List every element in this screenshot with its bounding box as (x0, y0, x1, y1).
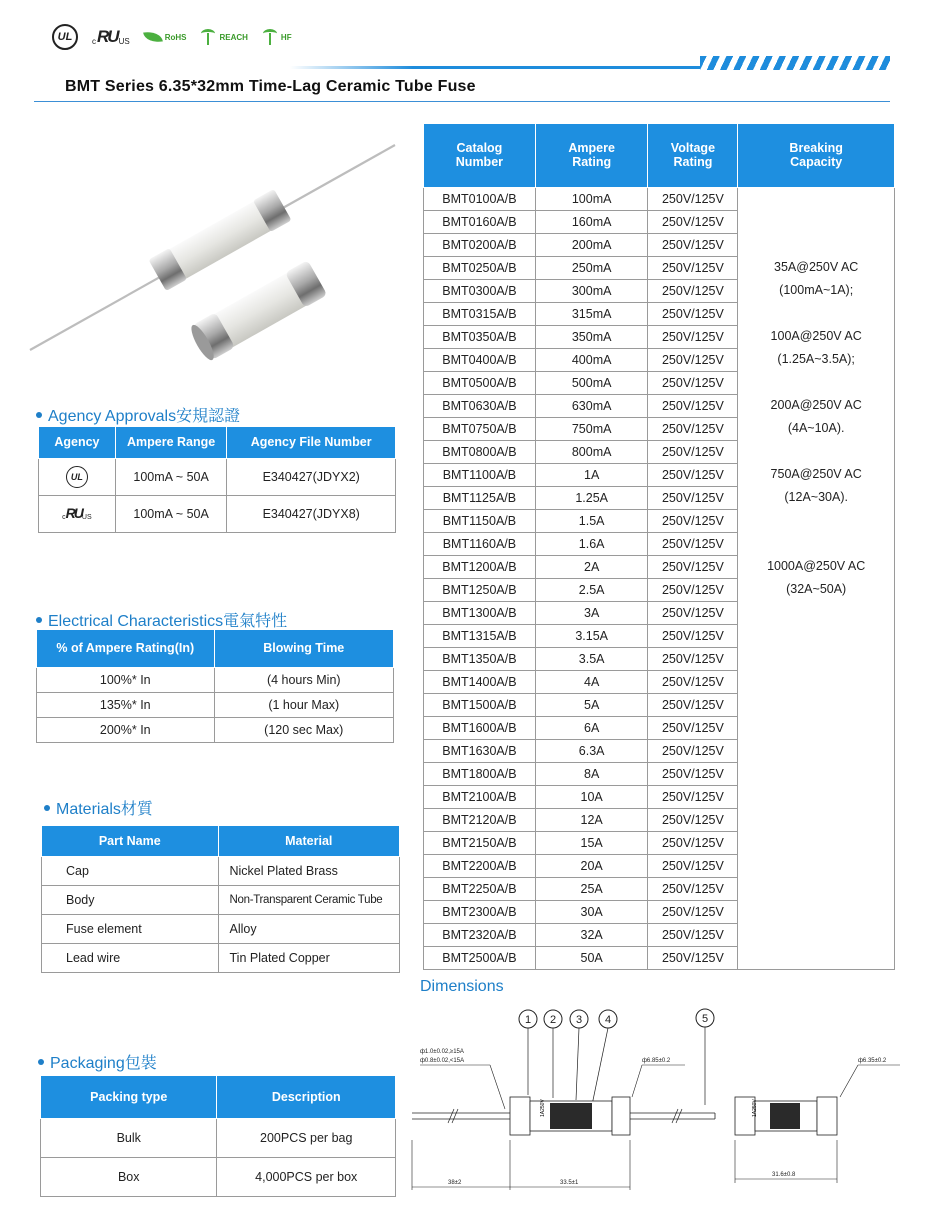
ampere-rating-cell: 12A (535, 808, 648, 831)
ampere-rating-cell: 2.5A (535, 578, 648, 601)
total-length-label: 33.5±1 (560, 1180, 579, 1186)
catalog-number-cell: BMT0750A/B (424, 417, 536, 440)
table-row (424, 739, 895, 762)
catalog-number-cell: BMT1315A/B (424, 624, 536, 647)
header-accent-bar (290, 66, 700, 69)
ampere-rating-cell: 8A (535, 762, 648, 785)
breaking-capacity-cell (738, 601, 895, 624)
lead-diameter-label: ф0.8±0.02,<15A (420, 1058, 465, 1064)
ampere-rating-cell: 630mA (535, 394, 648, 417)
agency-cell (39, 495, 116, 532)
dimensions-drawing (410, 1005, 910, 1215)
voltage-rating-cell: 250V/125V (648, 900, 738, 923)
bullet-icon (38, 1059, 44, 1065)
table-row (41, 1157, 396, 1196)
catalog-number-cell: BMT2150A/B (424, 831, 536, 854)
table-row (424, 256, 895, 279)
breaking-capacity-cell (738, 647, 895, 670)
blowing-time-cell: (1 hour Max) (214, 692, 393, 717)
table-row (424, 302, 895, 325)
voltage-rating-cell: 250V/125V (648, 670, 738, 693)
table-row (424, 693, 895, 716)
materials-table (41, 826, 400, 973)
table-row (424, 647, 895, 670)
voltage-rating-cell: 250V/125V (648, 923, 738, 946)
header-stripes (700, 56, 890, 70)
col-material: Material (218, 826, 400, 856)
col-breaking-capacity: Breaking Capacity (738, 124, 895, 187)
col-blowing-time: Blowing Time (214, 630, 393, 667)
ampere-rating-cell: 30A (535, 900, 648, 923)
description-cell: 4,000PCS per box (217, 1157, 396, 1196)
ampere-rating-cell: 1.5A (535, 509, 648, 532)
breaking-capacity-cell (738, 762, 895, 785)
breaking-capacity-cell (738, 785, 895, 808)
ampere-rating-cell: 25A (535, 877, 648, 900)
material-cell: Nickel Plated Brass (218, 856, 400, 885)
catalog-table (423, 124, 895, 970)
ampere-rating-cell: 10A (535, 785, 648, 808)
leaf-icon (143, 30, 163, 45)
electrical-characteristics-heading: Electrical Characteristics電氣特性 (36, 608, 287, 631)
breaking-capacity-cell (738, 716, 895, 739)
table-row (42, 885, 400, 914)
catalog-number-cell: BMT0250A/B (424, 256, 536, 279)
voltage-rating-cell: 250V/125V (648, 371, 738, 394)
ampere-rating-cell: 3A (535, 601, 648, 624)
catalog-number-cell: BMT1100A/B (424, 463, 536, 486)
catalog-number-cell: BMT0630A/B (424, 394, 536, 417)
catalog-number-cell: BMT0160A/B (424, 210, 536, 233)
voltage-rating-cell: 250V/125V (648, 716, 738, 739)
callout-label: 1 (524, 1014, 532, 1026)
catalog-number-cell: BMT1350A/B (424, 647, 536, 670)
table-row (37, 717, 394, 742)
table-row (424, 900, 895, 923)
agency-approvals-table (38, 427, 396, 533)
ampere-rating-cell: 3.15A (535, 624, 648, 647)
voltage-rating-cell: 250V/125V (648, 233, 738, 256)
table-row (424, 279, 895, 302)
part-name-cell: Fuse element (42, 914, 219, 943)
ampere-rating-cell: 2A (535, 555, 648, 578)
voltage-rating-cell: 250V/125V (648, 647, 738, 670)
table-row (424, 440, 895, 463)
table-row (424, 716, 895, 739)
breaking-capacity-cell (738, 624, 895, 647)
voltage-rating-cell: 250V/125V (648, 532, 738, 555)
breaking-capacity-cell (738, 854, 895, 877)
svg-text:1A250V: 1A250V (540, 1099, 546, 1117)
page-title: BMT Series 6.35*32mm Time-Lag Ceramic Tube Fuse (65, 78, 476, 95)
catalog-number-cell: BMT2320A/B (424, 923, 536, 946)
ampere-rating-cell: 500mA (535, 371, 648, 394)
material-cell: Alloy (218, 914, 400, 943)
ampere-rating-cell: 160mA (535, 210, 648, 233)
catalog-number-cell: BMT0800A/B (424, 440, 536, 463)
table-row (42, 856, 400, 885)
voltage-rating-cell: 250V/125V (648, 486, 738, 509)
ampere-rating-cell: 1.6A (535, 532, 648, 555)
voltage-rating-cell: 250V/125V (648, 877, 738, 900)
ul-logo-icon: UL (52, 24, 78, 50)
table-row (424, 348, 895, 371)
catalog-number-cell: BMT0100A/B (424, 187, 536, 210)
catalog-table-header (424, 124, 895, 187)
ampere-rating-cell: 5A (535, 693, 648, 716)
svg-text:1A250V: 1A250V (752, 1099, 758, 1117)
catalog-number-cell: BMT1500A/B (424, 693, 536, 716)
breaking-capacity-cell (738, 210, 895, 233)
table-row (424, 601, 895, 624)
breaking-capacity-cell: (100mA~1A); (738, 279, 895, 302)
rating-cell: 100%* In (37, 667, 215, 692)
table-row (424, 624, 895, 647)
cap-diameter-label: ф6.35±0.2 (858, 1058, 887, 1064)
description-cell: 200PCS per bag (217, 1118, 396, 1157)
ampere-rating-cell: 32A (535, 923, 648, 946)
dimensions-heading: Dimensions (420, 978, 504, 995)
breaking-capacity-cell (738, 900, 895, 923)
voltage-rating-cell: 250V/125V (648, 348, 738, 371)
ampere-rating-cell: 800mA (535, 440, 648, 463)
voltage-rating-cell: 250V/125V (648, 325, 738, 348)
voltage-rating-cell: 250V/125V (648, 739, 738, 762)
catalog-number-cell: BMT0300A/B (424, 279, 536, 302)
table-row (424, 854, 895, 877)
packaging-heading: Packaging包裝 (38, 1050, 157, 1073)
ampere-rating-cell: 6.3A (535, 739, 648, 762)
voltage-rating-cell: 250V/125V (648, 394, 738, 417)
catalog-number-cell: BMT2100A/B (424, 785, 536, 808)
callout-markers (519, 1009, 714, 1028)
table-row (424, 417, 895, 440)
tree-icon (200, 29, 216, 45)
breaking-capacity-cell (738, 371, 895, 394)
reach-badge: REACH (200, 29, 247, 45)
col-voltage-rating: Voltage Rating (648, 124, 738, 187)
catalog-number-cell: BMT2300A/B (424, 900, 536, 923)
catalog-number-cell: BMT1125A/B (424, 486, 536, 509)
voltage-rating-cell: 250V/125V (648, 946, 738, 969)
catalog-number-cell: BMT0400A/B (424, 348, 536, 371)
material-cell: Non-Transparent Ceramic Tube (218, 885, 400, 914)
certification-logos (52, 22, 292, 52)
voltage-rating-cell: 250V/125V (648, 601, 738, 624)
breaking-capacity-cell (738, 532, 895, 555)
rating-cell: 135%* In (37, 692, 215, 717)
breaking-capacity-cell (738, 670, 895, 693)
breaking-capacity-cell: (1.25A~3.5A); (738, 348, 895, 371)
ampere-rating-cell: 250mA (535, 256, 648, 279)
col-part-name: Part Name (42, 826, 219, 856)
table-row (424, 578, 895, 601)
cul-us-logo-icon: c RU US (62, 505, 92, 521)
breaking-capacity-cell (738, 877, 895, 900)
voltage-rating-cell: 250V/125V (648, 509, 738, 532)
catalog-number-cell: BMT1800A/B (424, 762, 536, 785)
voltage-rating-cell: 250V/125V (648, 256, 738, 279)
ampere-rating-cell: 1A (535, 463, 648, 486)
file-number-cell: E340427(JDYX8) (227, 495, 396, 532)
table-row (424, 486, 895, 509)
voltage-rating-cell: 250V/125V (648, 187, 738, 210)
ampere-rating-cell: 750mA (535, 417, 648, 440)
breaking-capacity-cell: (12A~30A). (738, 486, 895, 509)
file-number-cell: E340427(JDYX2) (227, 458, 396, 495)
blowing-time-cell: (120 sec Max) (214, 717, 393, 742)
ampere-range-cell: 100mA ~ 50A (115, 458, 227, 495)
breaking-capacity-cell (738, 233, 895, 256)
callout-label: 5 (701, 1013, 709, 1025)
table-row (424, 187, 895, 210)
col-percent-ampere-rating: % of Ampere Rating(In) (37, 630, 215, 667)
table-row (424, 670, 895, 693)
breaking-capacity-cell: 35A@250V AC (738, 256, 895, 279)
voltage-rating-cell: 250V/125V (648, 302, 738, 325)
table-row (424, 808, 895, 831)
table-row (424, 233, 895, 256)
catalog-number-cell: BMT0200A/B (424, 233, 536, 256)
table-row (42, 914, 400, 943)
table-row (42, 943, 400, 972)
table-row (424, 923, 895, 946)
callout-label: 3 (575, 1014, 583, 1026)
voltage-rating-cell: 250V/125V (648, 279, 738, 302)
part-name-cell: Cap (42, 856, 219, 885)
breaking-capacity-cell: 100A@250V AC (738, 325, 895, 348)
breaking-capacity-cell (738, 808, 895, 831)
col-ampere-range: Ampere Range (115, 427, 227, 458)
col-agency-file-number: Agency File Number (227, 427, 396, 458)
breaking-capacity-cell: (32A~50A) (738, 578, 895, 601)
table-row (424, 946, 895, 969)
col-description: Description (217, 1076, 396, 1118)
table-row (424, 532, 895, 555)
col-ampere-rating: Ampere Rating (535, 124, 648, 187)
voltage-rating-cell: 250V/125V (648, 693, 738, 716)
electrical-characteristics-table (36, 630, 394, 743)
table-row (424, 210, 895, 233)
table-row (41, 1118, 396, 1157)
agency-cell (39, 458, 116, 495)
breaking-capacity-cell: (4A~10A). (738, 417, 895, 440)
part-name-cell: Lead wire (42, 943, 219, 972)
breaking-capacity-cell (738, 739, 895, 762)
rohs-badge: RoHS (144, 31, 187, 43)
breaking-capacity-cell (738, 440, 895, 463)
callout-label: 4 (604, 1014, 612, 1026)
ampere-rating-cell: 400mA (535, 348, 648, 371)
catalog-number-cell: BMT1250A/B (424, 578, 536, 601)
breaking-capacity-cell: 1000A@250V AC (738, 555, 895, 578)
body-length-label: 31.6±0.8 (772, 1172, 796, 1178)
table-row (424, 555, 895, 578)
voltage-rating-cell: 250V/125V (648, 854, 738, 877)
lead-diameter-label: ф1.0±0.02,≥15A (420, 1049, 464, 1055)
catalog-number-cell: BMT2500A/B (424, 946, 536, 969)
ampere-rating-cell: 200mA (535, 233, 648, 256)
ampere-rating-cell: 100mA (535, 187, 648, 210)
table-row (424, 371, 895, 394)
table-row (37, 667, 394, 692)
breaking-capacity-cell (738, 509, 895, 532)
bullet-icon (36, 617, 42, 623)
voltage-rating-cell: 250V/125V (648, 808, 738, 831)
ampere-range-cell: 100mA ~ 50A (115, 495, 227, 532)
catalog-number-cell: BMT1400A/B (424, 670, 536, 693)
table-row (424, 762, 895, 785)
table-row (37, 692, 394, 717)
rating-cell: 200%* In (37, 717, 215, 742)
voltage-rating-cell: 250V/125V (648, 578, 738, 601)
table-row (424, 877, 895, 900)
ampere-rating-cell: 3.5A (535, 647, 648, 670)
breaking-capacity-cell (738, 923, 895, 946)
hf-badge: HF (262, 29, 292, 45)
ampere-rating-cell: 50A (535, 946, 648, 969)
table-row (424, 509, 895, 532)
voltage-rating-cell: 250V/125V (648, 624, 738, 647)
bullet-icon (36, 412, 42, 418)
catalog-number-cell: BMT2200A/B (424, 854, 536, 877)
title-divider (34, 101, 890, 102)
table-row (39, 458, 396, 495)
ampere-rating-cell: 1.25A (535, 486, 648, 509)
voltage-rating-cell: 250V/125V (648, 762, 738, 785)
blowing-time-cell: (4 hours Min) (214, 667, 393, 692)
catalog-number-cell: BMT1160A/B (424, 532, 536, 555)
col-agency: Agency (39, 427, 116, 458)
breaking-capacity-cell: 750A@250V AC (738, 463, 895, 486)
fuse-element-icon (550, 1103, 592, 1129)
materials-heading: Materials材質 (44, 796, 153, 819)
voltage-rating-cell: 250V/125V (648, 463, 738, 486)
packing-type-cell: Box (41, 1157, 217, 1196)
catalog-number-cell: BMT0500A/B (424, 371, 536, 394)
catalog-number-cell: BMT0315A/B (424, 302, 536, 325)
voltage-rating-cell: 250V/125V (648, 785, 738, 808)
breaking-capacity-cell (738, 946, 895, 969)
table-row (424, 785, 895, 808)
ampere-rating-cell: 15A (535, 831, 648, 854)
cul-us-logo-icon: c RU US (92, 27, 130, 46)
breaking-capacity-cell (738, 831, 895, 854)
breaking-capacity-cell (738, 302, 895, 325)
catalog-number-cell: BMT1150A/B (424, 509, 536, 532)
catalog-number-cell: BMT1600A/B (424, 716, 536, 739)
fuse-product-photo (25, 130, 405, 370)
voltage-rating-cell: 250V/125V (648, 417, 738, 440)
breaking-capacity-cell (738, 187, 895, 210)
voltage-rating-cell: 250V/125V (648, 210, 738, 233)
ampere-rating-cell: 350mA (535, 325, 648, 348)
packaging-table (40, 1076, 396, 1197)
voltage-rating-cell: 250V/125V (648, 440, 738, 463)
fuse-element-icon (770, 1103, 800, 1129)
breaking-capacity-cell (738, 693, 895, 716)
table-row (39, 495, 396, 532)
breaking-capacity-cell: 200A@250V AC (738, 394, 895, 417)
callout-label: 2 (549, 1014, 557, 1026)
agency-approvals-heading: Agency Approvals安規認證 (36, 403, 240, 426)
voltage-rating-cell: 250V/125V (648, 831, 738, 854)
table-row (424, 463, 895, 486)
catalog-number-cell: BMT1200A/B (424, 555, 536, 578)
catalog-number-cell: BMT1300A/B (424, 601, 536, 624)
ampere-rating-cell: 4A (535, 670, 648, 693)
ampere-rating-cell: 315mA (535, 302, 648, 325)
catalog-number-cell: BMT1630A/B (424, 739, 536, 762)
table-row (424, 325, 895, 348)
catalog-number-cell: BMT2250A/B (424, 877, 536, 900)
col-packing-type: Packing type (41, 1076, 217, 1118)
bullet-icon (44, 805, 50, 811)
catalog-number-cell: BMT0350A/B (424, 325, 536, 348)
col-catalog-number: Catalog Number (424, 124, 536, 187)
voltage-rating-cell: 250V/125V (648, 555, 738, 578)
catalog-number-cell: BMT2120A/B (424, 808, 536, 831)
packing-type-cell: Bulk (41, 1118, 217, 1157)
ampere-rating-cell: 20A (535, 854, 648, 877)
material-cell: Tin Plated Copper (218, 943, 400, 972)
table-row (424, 394, 895, 417)
sprout-icon (262, 29, 278, 45)
ul-logo-icon: UL (66, 466, 88, 488)
table-row (424, 831, 895, 854)
ampere-rating-cell: 6A (535, 716, 648, 739)
body-diameter-label: ф6.85±0.2 (642, 1058, 671, 1064)
lead-length-label: 38±2 (448, 1180, 462, 1186)
part-name-cell: Body (42, 885, 219, 914)
ampere-rating-cell: 300mA (535, 279, 648, 302)
